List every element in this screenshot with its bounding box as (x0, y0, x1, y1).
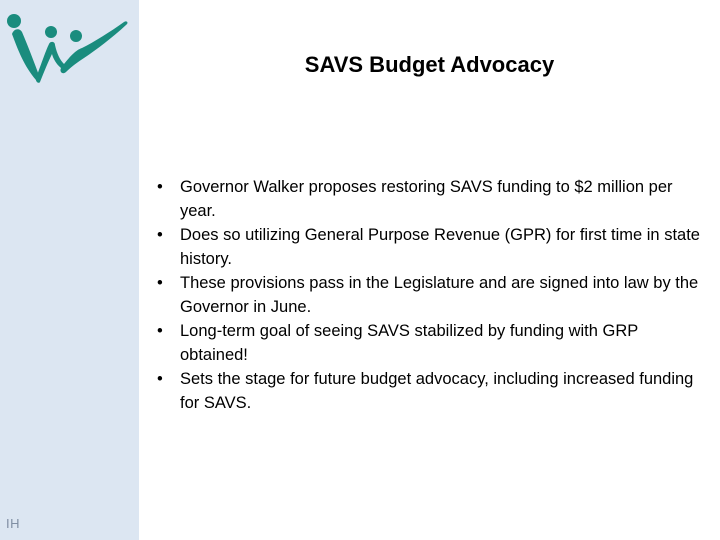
bullet-item: • Does so utilizing General Purpose Revenue (GPR) for first time in state history. (155, 223, 700, 271)
bullet-item: • Governor Walker proposes restoring SAVS funding to $2 million per year. (155, 175, 700, 223)
organization-logo-icon (6, 10, 128, 86)
footer-mark: IH (6, 516, 20, 531)
bullet-item: • These provisions pass in the Legislature and are signed into law by the Governor in June. (155, 271, 700, 319)
bullet-list (155, 175, 700, 415)
slide-title: SAVS Budget Advocacy (304, 52, 555, 77)
bullet-item: • Sets the stage for future budget advocacy, including increased funding for SAVS. (155, 367, 700, 415)
sidebar-panel (0, 0, 139, 540)
bullet-item: • Long-term goal of seeing SAVS stabilized by funding with GRP obtained! (155, 319, 700, 367)
